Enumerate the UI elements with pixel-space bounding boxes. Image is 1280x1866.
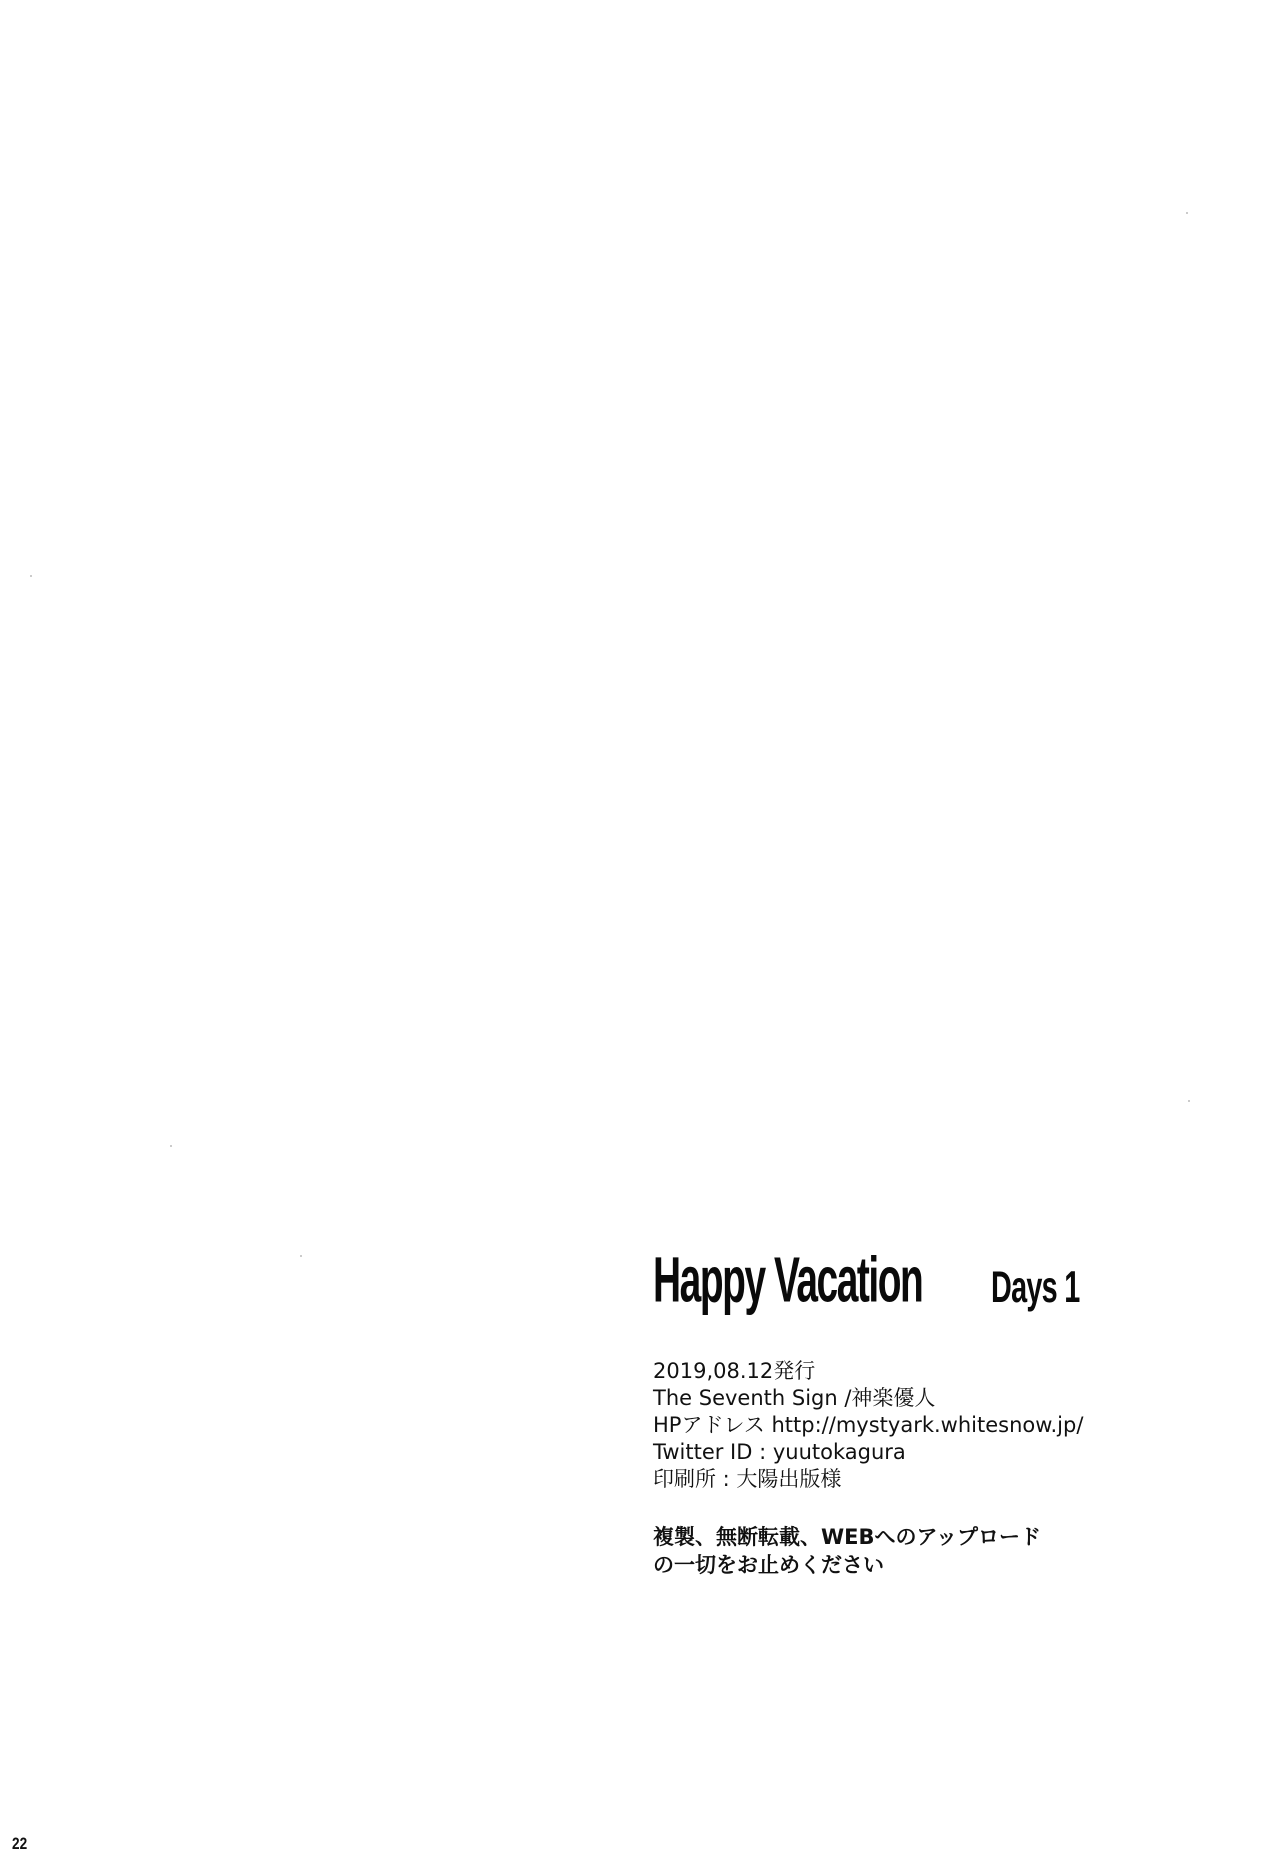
scan-speck [170, 1145, 172, 1147]
book-title [653, 1244, 1213, 1316]
publication-date: 2019,08.12発行 [653, 1359, 816, 1383]
printer: 印刷所 : 大陽出版様 [653, 1467, 842, 1491]
colophon [653, 1244, 1213, 1579]
copyright-notice [653, 1523, 1213, 1579]
scan-speck [30, 575, 32, 577]
circle-author: The Seventh Sign /神楽優人 [653, 1386, 936, 1410]
publication-info [653, 1358, 1213, 1493]
homepage-address: HPアドレス http://mystyark.whitesnow.jp/ [653, 1413, 1084, 1437]
scan-speck [1188, 1100, 1190, 1102]
notice-line: 複製、無断転載、WEBへのアップロード [653, 1525, 1042, 1549]
twitter-id: Twitter ID : yuutokagura [653, 1440, 906, 1464]
notice-line: の一切をお止めください [653, 1553, 884, 1577]
book-title-main: Happy Vacation [653, 1244, 923, 1316]
scan-speck [300, 1255, 302, 1257]
page-number: 22 [12, 1834, 28, 1853]
book-title-sub: Days 1 [991, 1262, 1080, 1313]
scan-speck [1186, 212, 1188, 214]
